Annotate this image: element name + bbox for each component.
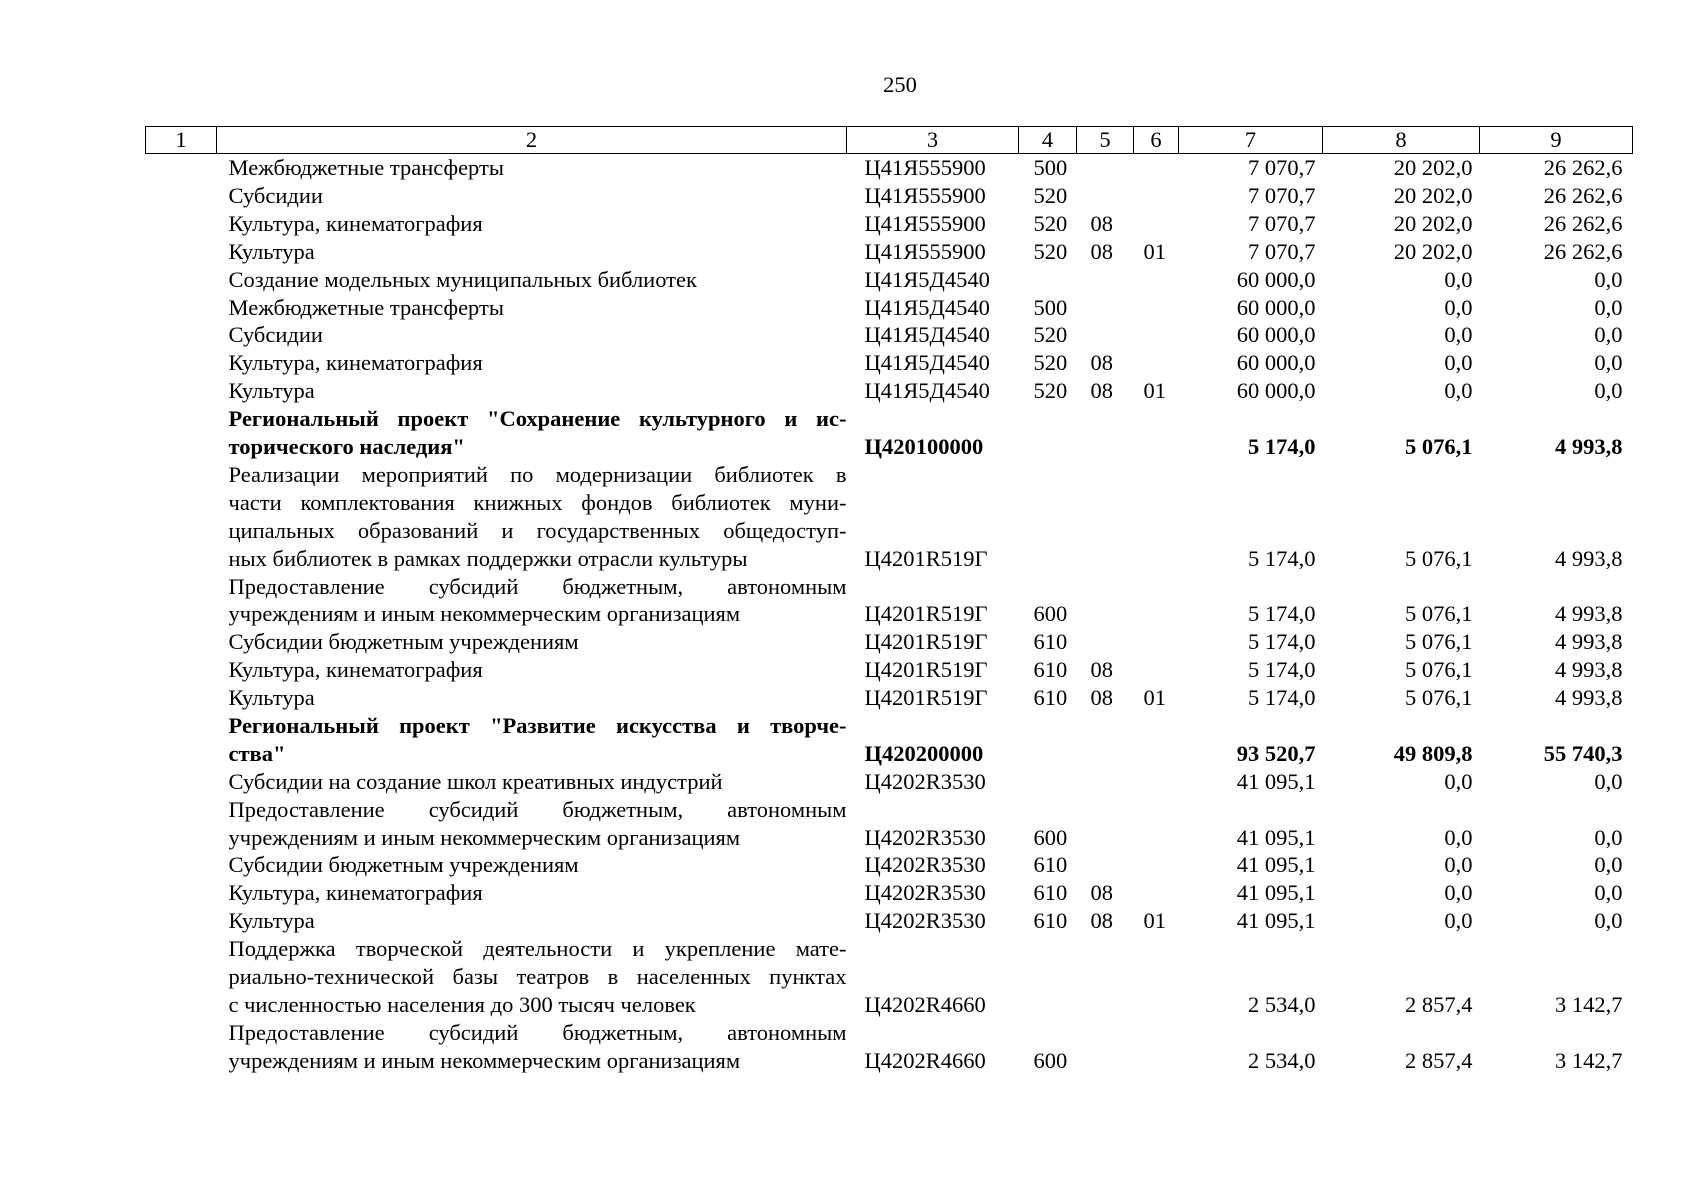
cell-code: Ц4202R3530: [864, 768, 986, 794]
name-line: Реализации мероприятий по модернизации библиотек в: [228, 461, 847, 487]
header-col-4: 4: [1019, 127, 1077, 154]
cell-col4: 610: [1033, 657, 1068, 683]
cell-col6: [1134, 154, 1179, 182]
cell-col4: [1019, 405, 1077, 461]
cell-value-7: 2 534,0: [1248, 1047, 1316, 1073]
cell-value-9: 3 142,7: [1555, 991, 1623, 1017]
cell-col4: [1019, 461, 1077, 573]
cell-empty: [146, 182, 217, 210]
cell-empty: [146, 768, 217, 796]
table-row: [146, 656, 1633, 684]
name-line: Поддержка творческой деятельности и укрепление мате-: [228, 936, 847, 962]
cell-col6: 01: [1143, 908, 1166, 934]
name-line: Культура: [228, 378, 315, 404]
cell-value-7: 60 000,0: [1236, 350, 1316, 376]
cell-value-9: 55 740,3: [1543, 740, 1623, 766]
page-number: 250: [883, 72, 917, 97]
name-line: Региональный проект "Сохранение культурного и ис-: [228, 406, 847, 432]
cell-col4: 610: [1033, 685, 1068, 711]
cell-name: [217, 573, 847, 629]
cell-col6: [1134, 879, 1179, 907]
cell-code: Ц41Я555900: [864, 155, 986, 180]
name-line: части комплектования книжных фондов библиотек муни-: [228, 489, 847, 515]
cell-col5: 08: [1090, 350, 1113, 376]
cell-col5: [1077, 573, 1134, 629]
cell-col4: 520: [1033, 378, 1068, 404]
cell-col4: 520: [1033, 350, 1068, 376]
cell-code: Ц41Я555900: [864, 182, 986, 208]
cell-value-7: 41 095,1: [1236, 852, 1316, 878]
header-col-7: 7: [1179, 127, 1323, 154]
cell-value-8: 0,0: [1444, 350, 1473, 376]
table-row: [146, 461, 1633, 573]
cell-name: [217, 907, 847, 935]
table-row: [146, 405, 1633, 461]
cell-col5: 08: [1090, 210, 1113, 236]
cell-empty: [146, 349, 217, 377]
header-col-1: 1: [146, 127, 217, 154]
cell-value-7: 7 070,7: [1248, 155, 1316, 180]
cell-value-9: 4 993,8: [1555, 434, 1623, 460]
cell-col6: [1134, 573, 1179, 629]
cell-value-8: 5 076,1: [1405, 601, 1473, 627]
cell-name: [217, 294, 847, 322]
cell-col6: [1134, 796, 1179, 852]
name-line: учреждениям и иным некоммерческим организациям: [228, 824, 741, 850]
cell-code: Ц41Я555900: [864, 238, 986, 264]
name-line: Субсидии на создание школ креативных индустрий: [228, 768, 723, 794]
cell-empty: [146, 684, 217, 712]
cell-value-8: 20 202,0: [1393, 238, 1473, 264]
cell-value-9: 4 993,8: [1555, 629, 1623, 655]
cell-value-8: 5 076,1: [1405, 629, 1473, 655]
cell-col5: [1077, 294, 1134, 322]
cell-name: [217, 377, 847, 405]
cell-empty: [146, 879, 217, 907]
name-line: с численностью населения до 300 тысяч человек: [228, 991, 696, 1017]
name-line: Субсидии: [228, 182, 323, 208]
cell-value-7: 7 070,7: [1248, 182, 1316, 208]
cell-empty: [146, 628, 217, 656]
cell-col5: [1077, 405, 1134, 461]
cell-col4: 600: [1033, 1047, 1068, 1073]
cell-col5: [1077, 628, 1134, 656]
cell-col4: 610: [1033, 629, 1068, 655]
cell-value-8: 0,0: [1444, 880, 1473, 906]
cell-col4: 520: [1033, 210, 1068, 236]
header-col-2: 2: [217, 127, 847, 154]
cell-value-8: 20 202,0: [1393, 155, 1473, 180]
cell-name: [217, 210, 847, 238]
cell-code: Ц4202R3530: [864, 908, 986, 934]
cell-value-7: 41 095,1: [1236, 824, 1316, 850]
cell-empty: [146, 1019, 217, 1075]
cell-empty: [146, 266, 217, 294]
cell-code: Ц4202R3530: [864, 824, 986, 850]
table-row: [146, 628, 1633, 656]
cell-empty: [146, 238, 217, 266]
table-row: [146, 712, 1633, 768]
name-line: Культура, кинематография: [228, 210, 483, 236]
cell-code: Ц4201R519Г: [864, 601, 988, 627]
cell-col4: 520: [1033, 182, 1068, 208]
cell-value-8: 0,0: [1444, 852, 1473, 878]
cell-name: [217, 879, 847, 907]
cell-col6: [1134, 210, 1179, 238]
cell-empty: [146, 321, 217, 349]
cell-name: [217, 935, 847, 1019]
cell-value-8: 0,0: [1444, 322, 1473, 348]
cell-name: [217, 266, 847, 294]
cell-col4: [1019, 935, 1077, 1019]
cell-value-7: 2 534,0: [1248, 991, 1316, 1017]
table-header: [146, 127, 1633, 154]
cell-col6: [1134, 461, 1179, 573]
cell-name: [217, 405, 847, 461]
cell-col4: 520: [1033, 322, 1068, 348]
header-row: [146, 127, 1633, 154]
cell-col5: [1077, 1019, 1134, 1075]
table-row: [146, 210, 1633, 238]
table-body: [146, 154, 1633, 1075]
cell-code: Ц420200000: [864, 740, 984, 766]
cell-name: [217, 461, 847, 573]
cell-value-9: 0,0: [1594, 824, 1623, 850]
budget-table: [145, 126, 1633, 1075]
cell-value-8: 0,0: [1444, 266, 1473, 292]
cell-empty: [146, 405, 217, 461]
cell-value-9: 4 993,8: [1555, 685, 1623, 711]
table-row: [146, 684, 1633, 712]
cell-value-8: 0,0: [1444, 908, 1473, 934]
cell-name: [217, 656, 847, 684]
cell-value-9: 0,0: [1594, 378, 1623, 404]
name-line: Культура, кинематография: [228, 657, 483, 683]
cell-col5: 08: [1090, 657, 1113, 683]
table-row: [146, 573, 1633, 629]
cell-name: [217, 349, 847, 377]
cell-col5: 08: [1090, 378, 1113, 404]
cell-empty: [146, 935, 217, 1019]
name-line: ципальных образований и государственных общедоступ-: [228, 517, 847, 543]
cell-value-9: 26 262,6: [1543, 210, 1623, 236]
cell-code: Ц41Я5Д4540: [864, 266, 990, 292]
cell-value-7: 41 095,1: [1236, 880, 1316, 906]
table-row: [146, 851, 1633, 879]
cell-col5: [1077, 851, 1134, 879]
cell-name: [217, 712, 847, 768]
cell-col6: [1134, 266, 1179, 294]
header-col-9: 9: [1480, 127, 1633, 154]
cell-empty: [146, 851, 217, 879]
cell-value-8: 20 202,0: [1393, 210, 1473, 236]
cell-code: Ц4201R519Г: [864, 545, 988, 571]
cell-value-8: 5 076,1: [1405, 545, 1473, 571]
cell-name: [217, 321, 847, 349]
cell-value-8: 5 076,1: [1405, 657, 1473, 683]
cell-value-8: 2 857,4: [1405, 991, 1473, 1017]
cell-code: Ц41Я5Д4540: [864, 350, 990, 376]
cell-col4: 600: [1033, 824, 1068, 850]
name-line: учреждениям и иным некоммерческим организациям: [228, 601, 741, 627]
name-line: Культура, кинематография: [228, 880, 483, 906]
header-col-6: 6: [1134, 127, 1179, 154]
cell-empty: [146, 294, 217, 322]
cell-col4: 500: [1033, 294, 1068, 320]
cell-col5: [1077, 321, 1134, 349]
cell-name: [217, 684, 847, 712]
cell-col4: 610: [1033, 880, 1068, 906]
table-row: [146, 907, 1633, 935]
cell-code: Ц4202R3530: [864, 880, 986, 906]
cell-value-8: 49 809,8: [1393, 740, 1473, 766]
table-row: [146, 294, 1633, 322]
name-line: Субсидии: [228, 322, 323, 348]
cell-value-8: 2 857,4: [1405, 1047, 1473, 1073]
cell-value-7: 41 095,1: [1236, 908, 1316, 934]
cell-col6: [1134, 294, 1179, 322]
cell-col6: 01: [1143, 378, 1166, 404]
cell-code: Ц4201R519Г: [864, 657, 988, 683]
cell-code: Ц4202R4660: [864, 1047, 986, 1073]
name-line: Субсидии бюджетным учреждениям: [228, 852, 579, 878]
header-col-3: 3: [847, 127, 1019, 154]
table-row: [146, 154, 1633, 182]
cell-value-9: 0,0: [1594, 908, 1623, 934]
cell-value-7: 7 070,7: [1248, 210, 1316, 236]
cell-col5: [1077, 935, 1134, 1019]
cell-col6: [1134, 656, 1179, 684]
name-line: Культура: [228, 238, 315, 264]
cell-col4: 610: [1033, 852, 1068, 878]
cell-empty: [146, 461, 217, 573]
cell-value-9: 0,0: [1594, 350, 1623, 376]
cell-value-8: 0,0: [1444, 768, 1473, 794]
cell-empty: [146, 712, 217, 768]
name-line: Предоставление субсидий бюджетным, автономным: [228, 573, 847, 599]
cell-empty: [146, 154, 217, 182]
cell-value-8: 5 076,1: [1405, 685, 1473, 711]
name-line: Культура, кинематография: [228, 350, 483, 376]
cell-value-8: 0,0: [1444, 378, 1473, 404]
cell-col5: 08: [1090, 238, 1113, 264]
cell-col5: [1077, 182, 1134, 210]
name-line: Межбюджетные трансферты: [228, 155, 504, 181]
table-row: [146, 1019, 1633, 1075]
cell-col6: [1134, 628, 1179, 656]
name-line: торического наследия": [228, 434, 465, 460]
cell-col4: [1019, 768, 1077, 796]
cell-col6: [1134, 321, 1179, 349]
cell-col4: [1019, 712, 1077, 768]
cell-empty: [146, 656, 217, 684]
cell-name: [217, 796, 847, 852]
cell-name: [217, 768, 847, 796]
cell-value-7: 5 174,0: [1248, 434, 1316, 460]
table-row: [146, 321, 1633, 349]
cell-name: [217, 851, 847, 879]
header-col-5: 5: [1077, 127, 1134, 154]
cell-code: Ц4202R4660: [864, 991, 986, 1017]
cell-value-7: 60 000,0: [1236, 322, 1316, 348]
table-row: [146, 349, 1633, 377]
cell-empty: [146, 907, 217, 935]
cell-value-7: 60 000,0: [1236, 266, 1316, 292]
cell-col5: [1077, 266, 1134, 294]
table-row: [146, 266, 1633, 294]
cell-value-9: 26 262,6: [1543, 182, 1623, 208]
cell-value-9: 26 262,6: [1543, 238, 1623, 264]
cell-value-7: 5 174,0: [1248, 601, 1316, 627]
cell-code: Ц4201R519Г: [864, 685, 988, 711]
cell-value-7: 41 095,1: [1236, 768, 1316, 794]
name-line: Культура: [228, 685, 315, 711]
cell-col6: [1134, 712, 1179, 768]
cell-value-7: 60 000,0: [1236, 378, 1316, 404]
table-row: [146, 796, 1633, 852]
cell-value-7: 5 174,0: [1248, 545, 1316, 571]
name-line: учреждениям и иным некоммерческим организациям: [228, 1047, 741, 1073]
cell-name: [217, 238, 847, 266]
cell-value-9: 3 142,7: [1555, 1047, 1623, 1073]
cell-value-9: 0,0: [1594, 768, 1623, 794]
name-line: ства": [228, 740, 286, 766]
cell-empty: [146, 573, 217, 629]
name-line: ных библиотек в рамках поддержки отрасли культуры: [228, 545, 748, 571]
header-col-8: 8: [1323, 127, 1480, 154]
cell-value-8: 0,0: [1444, 294, 1473, 320]
cell-value-8: 5 076,1: [1405, 434, 1473, 460]
cell-empty: [146, 210, 217, 238]
table-row: [146, 377, 1633, 405]
cell-name: [217, 628, 847, 656]
cell-col4: 610: [1033, 908, 1068, 934]
name-line: Создание модельных муниципальных библиотек: [228, 266, 697, 292]
table-row: [146, 935, 1633, 1019]
cell-value-9: 0,0: [1594, 322, 1623, 348]
name-line: риально-технической базы театров в населенных пунктах: [228, 964, 847, 990]
cell-code: Ц4202R3530: [864, 852, 986, 878]
cell-value-9: 0,0: [1594, 880, 1623, 906]
cell-value-7: 7 070,7: [1248, 238, 1316, 264]
cell-col6: [1134, 851, 1179, 879]
cell-code: Ц4201R519Г: [864, 629, 988, 655]
cell-value-9: 4 993,8: [1555, 601, 1623, 627]
cell-value-9: 26 262,6: [1543, 155, 1623, 180]
cell-col6: 01: [1143, 685, 1166, 711]
cell-col5: [1077, 768, 1134, 796]
cell-value-7: 93 520,7: [1236, 740, 1316, 766]
cell-code: Ц41Я555900: [864, 210, 986, 236]
cell-value-7: 5 174,0: [1248, 657, 1316, 683]
cell-col5: [1077, 461, 1134, 573]
cell-value-9: 0,0: [1594, 852, 1623, 878]
cell-empty: [146, 377, 217, 405]
cell-value-9: 4 993,8: [1555, 545, 1623, 571]
cell-col4: 520: [1033, 238, 1068, 264]
cell-value-8: 20 202,0: [1393, 182, 1473, 208]
cell-value-9: 0,0: [1594, 294, 1623, 320]
cell-col5: 08: [1090, 908, 1113, 934]
cell-col5: [1077, 154, 1134, 182]
cell-value-8: 0,0: [1444, 824, 1473, 850]
cell-code: Ц41Я5Д4540: [864, 378, 990, 404]
cell-col6: [1134, 935, 1179, 1019]
name-line: Субсидии бюджетным учреждениям: [228, 629, 579, 655]
cell-name: [217, 182, 847, 210]
table-row: [146, 238, 1633, 266]
cell-col6: [1134, 405, 1179, 461]
table-row: [146, 182, 1633, 210]
cell-col4: 600: [1033, 601, 1068, 627]
cell-col4: 500: [1033, 155, 1068, 180]
cell-col5: [1077, 712, 1134, 768]
cell-col6: [1134, 1019, 1179, 1075]
name-line: Предоставление субсидий бюджетным, автономным: [228, 796, 847, 822]
cell-value-9: 4 993,8: [1555, 657, 1623, 683]
name-line: Предоставление субсидий бюджетным, автономным: [228, 1019, 847, 1045]
name-line: Межбюджетные трансферты: [228, 294, 504, 320]
name-line: Культура: [228, 908, 315, 934]
cell-value-9: 0,0: [1594, 266, 1623, 292]
cell-code: Ц420100000: [864, 434, 984, 460]
table-row: [146, 768, 1633, 796]
cell-empty: [146, 796, 217, 852]
cell-name: [217, 1019, 847, 1075]
cell-col5: 08: [1090, 685, 1113, 711]
cell-col6: [1134, 349, 1179, 377]
cell-col6: [1134, 182, 1179, 210]
cell-col5: [1077, 796, 1134, 852]
cell-col6: [1134, 768, 1179, 796]
table-row: [146, 879, 1633, 907]
cell-value-7: 5 174,0: [1248, 685, 1316, 711]
cell-col5: 08: [1090, 880, 1113, 906]
cell-name: [217, 154, 847, 182]
cell-code: Ц41Я5Д4540: [864, 294, 990, 320]
cell-col4: [1019, 266, 1077, 294]
cell-col6: 01: [1143, 238, 1166, 264]
cell-value-7: 5 174,0: [1248, 629, 1316, 655]
cell-value-7: 60 000,0: [1236, 294, 1316, 320]
cell-code: Ц41Я5Д4540: [864, 322, 990, 348]
name-line: Региональный проект "Развитие искусства и творче-: [228, 713, 847, 738]
